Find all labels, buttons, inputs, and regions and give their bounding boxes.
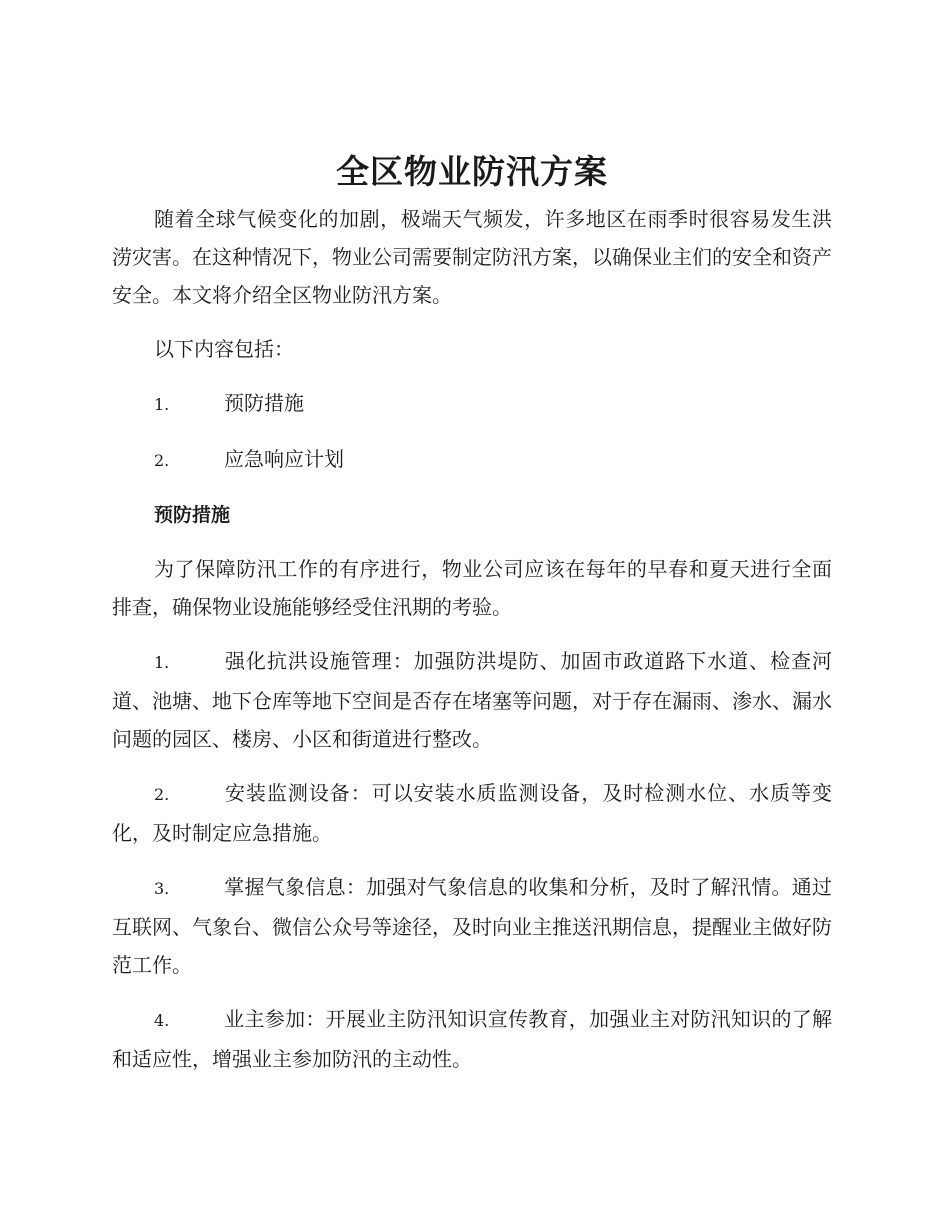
list-number: 2. <box>154 785 170 804</box>
contents-item <box>112 384 832 424</box>
list-text: 预防措施 <box>224 391 304 415</box>
document-page <box>112 150 832 1094</box>
list-number: 1. <box>154 653 170 672</box>
list-number: 4. <box>154 1011 170 1030</box>
list-number: 2. <box>154 451 170 470</box>
list-text: 应急响应计划 <box>224 447 344 471</box>
list-text: 安装监测设备：可以安装水质监测设备，及时检测水位、水质等变化，及时制定应急措施。 <box>112 781 832 845</box>
list-text: 业主参加：开展业主防汛知识宣传教育，加强业主对防汛知识的了解和适应性，增强业主参加防汛的主动性。 <box>112 1007 832 1071</box>
measure-item <box>112 642 832 758</box>
measure-item <box>112 868 832 984</box>
intro-paragraph: 随着全球气候变化的加剧，极端天气频发，许多地区在雨季时很容易发生洪涝灾害。在这种情况下，物业公司需要制定防汛方案，以确保业主们的安全和资产安全。本文将介绍全区物业防汛方案。 <box>112 207 832 307</box>
section-heading: 预防措施 <box>154 504 231 526</box>
list-number: 1. <box>154 395 170 414</box>
measure-item <box>112 1000 832 1078</box>
list-number: 3. <box>154 879 170 898</box>
measure-item <box>112 774 832 852</box>
list-text: 掌握气象信息：加强对气象信息的收集和分析，及时了解汛情。通过互联网、气象台、微信公众号等途径，及时向业主推送汛期信息，提醒业主做好防范工作。 <box>112 875 832 977</box>
list-text: 强化抗洪设施管理：加强防洪堤防、加固市政道路下水道、检查河道、池塘、地下仓库等地下空间是否存在堵塞等问题，对于存在漏雨、渗水、漏水问题的园区、楼房、小区和街道进行整改。 <box>112 649 832 751</box>
document-title: 全区物业防汛方案 <box>336 152 608 191</box>
contents-item <box>112 440 832 480</box>
contents-intro: 以下内容包括： <box>154 337 294 361</box>
section-paragraph: 为了保障防汛工作的有序进行，物业公司应该在每年的早春和夏天进行全面排查，确保物业设施能够经受住汛期的考验。 <box>112 557 832 619</box>
